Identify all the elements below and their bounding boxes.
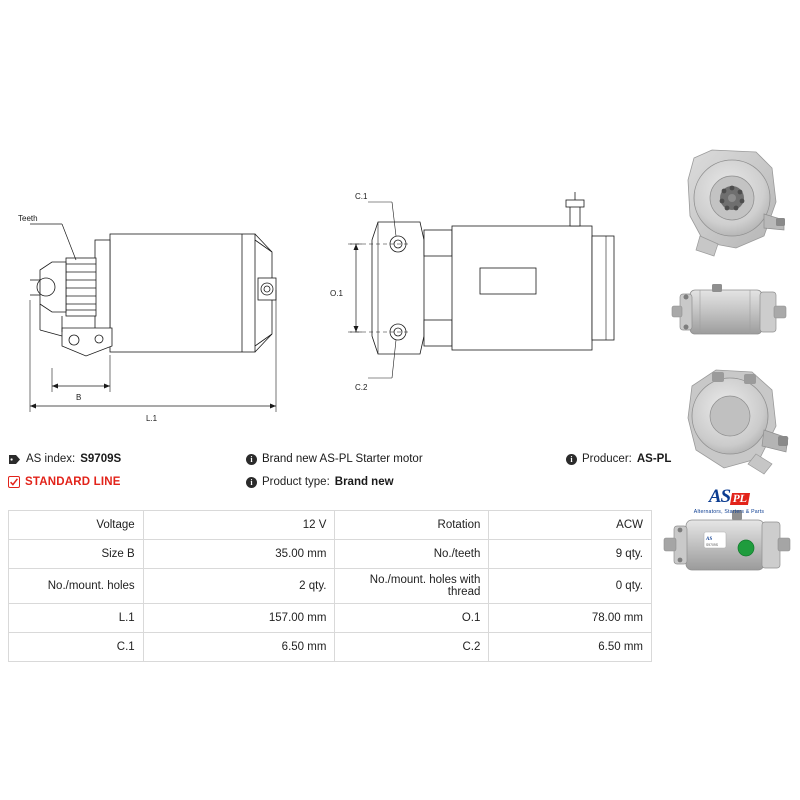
svg-text:AS: AS (706, 537, 713, 542)
spec-key: No./mount. holes with thread (335, 569, 489, 604)
check-box-icon (8, 476, 20, 488)
table-row (9, 604, 652, 633)
drawing-label-o1: O.1 (330, 289, 343, 298)
table-row (9, 569, 652, 604)
spec-key: O.1 (335, 604, 489, 633)
spec-key: C.1 (9, 633, 144, 662)
product-description (246, 452, 566, 466)
table-row (9, 540, 652, 569)
spec-key: No./mount. holes (9, 569, 144, 604)
spec-value: 78.00 mm (489, 604, 652, 633)
drawing-label-b: B (76, 393, 82, 402)
spec-key: Voltage (9, 511, 144, 540)
spec-key: Rotation (335, 511, 489, 540)
product-photos (660, 140, 800, 650)
technical-drawings (0, 140, 660, 440)
brand-logo (664, 486, 794, 515)
product-description-text: Brand new AS-PL Starter motor (262, 453, 423, 465)
spec-value: 6.50 mm (143, 633, 335, 662)
product-photo-side-top[interactable] (660, 272, 800, 352)
brand-tagline: Alternators, Starters & Parts (693, 509, 765, 515)
spec-value: 0 qty. (489, 569, 652, 604)
producer-label: Producer: (582, 453, 632, 465)
spec-key: C.2 (335, 633, 489, 662)
svg-text:S9709S: S9709S (706, 543, 719, 547)
table-row (9, 511, 652, 540)
spec-value: 157.00 mm (143, 604, 335, 633)
spec-key: Size B (9, 540, 144, 569)
info-icon: i (246, 477, 257, 488)
spec-value: 9 qty. (489, 540, 652, 569)
brand-mark: PL (732, 493, 749, 505)
tag-icon (8, 454, 21, 465)
producer (566, 452, 776, 466)
standard-line-label: STANDARD LINE (25, 476, 121, 488)
as-index-label: AS index: (26, 453, 76, 465)
info-row-1 (8, 452, 792, 466)
spec-key: L.1 (9, 604, 144, 633)
info-icon: i (566, 454, 577, 465)
drawing-label-teeth: Teeth (18, 214, 38, 223)
spec-value: 2 qty. (143, 569, 335, 604)
drawing-label-l1: L.1 (146, 414, 158, 423)
drawing-label-c2: C.2 (355, 383, 368, 392)
drawing-canvas (0, 140, 660, 440)
product-type-label: Product type: (262, 476, 330, 488)
product-type-value: Brand new (334, 476, 394, 488)
product-type (246, 475, 566, 489)
brand-name: AS (708, 486, 731, 507)
as-index-value: S9709S (80, 453, 122, 465)
standard-line-badge (8, 475, 246, 489)
info-icon: i (246, 454, 257, 465)
drawing-label-c1: C.1 (355, 192, 368, 201)
spec-value: 12 V (143, 511, 335, 540)
spec-value: 35.00 mm (143, 540, 335, 569)
product-photo-front[interactable] (660, 140, 800, 270)
as-index (8, 452, 246, 466)
spec-key: No./teeth (335, 540, 489, 569)
producer-value: AS-PL (636, 453, 672, 465)
table-row (9, 633, 652, 662)
specifications-table (8, 510, 652, 662)
spec-value: 6.50 mm (489, 633, 652, 662)
spec-value: ACW (489, 511, 652, 540)
